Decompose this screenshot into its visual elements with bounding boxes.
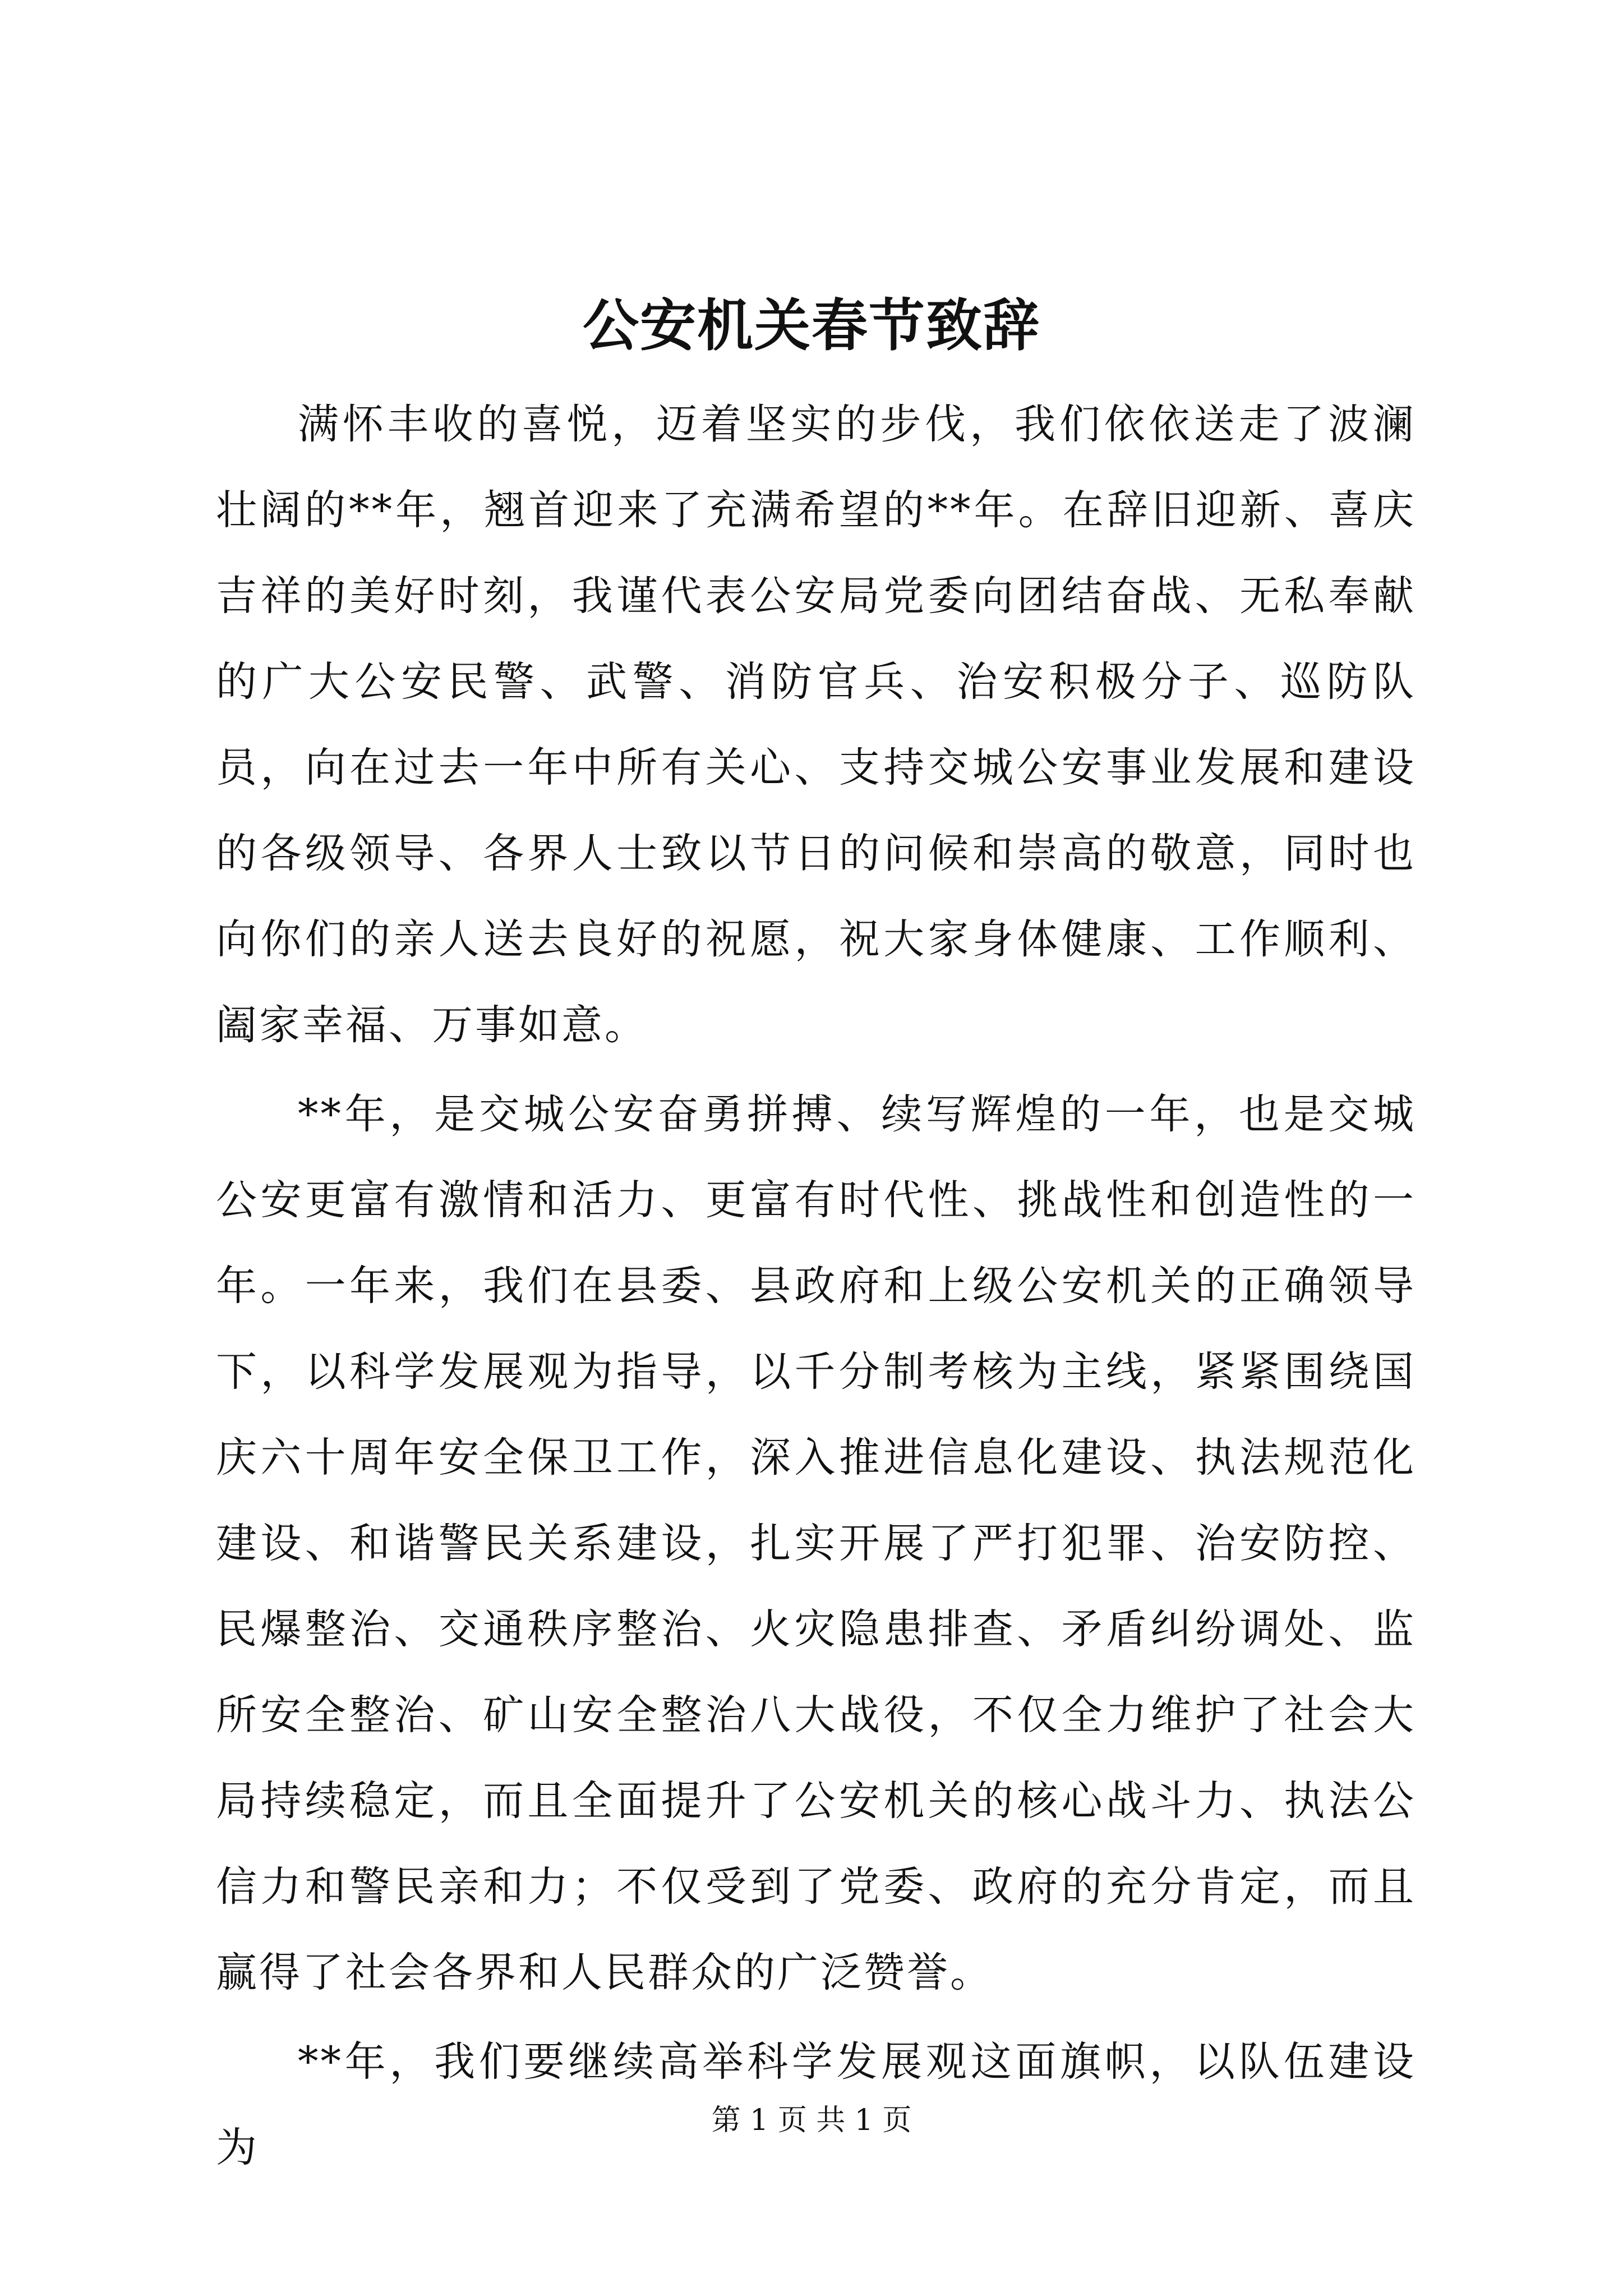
document-title: 公安机关春节致辞 (583, 292, 1040, 358)
paragraph-1: 满怀丰收的喜悦，迈着坚实的步伐，我们依依送走了波澜壮阔的**年，翘首迎来了充满希望的**年。在辞旧迎新、喜庆吉祥的美好时刻，我谨代表公安局党委向团结奋战、无私奉献的广大公安民警、武警、消防官兵、治安积极分子、巡防队员，向在过去一年中所有关心、支持交城公安事业发展和建设的各级领导、各界人士致以节日的问候和崇高的敬意，同时也向你们的亲人送去良好的祝愿，祝大家身体健康、工作顺利、阖家幸福、万事如意。 (216, 401, 1416, 1049)
page-footer (0, 2101, 1623, 2140)
document-body (216, 381, 1416, 2194)
page-indicator: 第 1 页 共 1 页 (711, 2104, 912, 2137)
paragraph-2: **年，是交城公安奋勇拼搏、续写辉煌的一年，也是交城公安更富有激情和活力、更富有时代性、挑战性和创造性的一年。一年来，我们在县委、县政府和上级公安机关的正确领导下，以科学发展观为指导，以千分制考核为主线，紧紧围绕国庆六十周年安全保卫工作，深入推进信息化建设、执法规范化建设、和谐警民关系建设，扎实开展了严打犯罪、治安防控、民爆整治、交通秩序整治、火灾隐患排查、矛盾纠纷调处、监所安全整治、矿山安全整治八大战役，不仅全力维护了社会大局持续稳定，而且全面提升了公安机关的核心战斗力、执法公信力和警民亲和力；不仅受到了党委、政府的充分肯定，而且赢得了社会各界和人民群众的广泛赞誉。 (216, 1091, 1416, 1996)
paragraph-3: **年，我们要继续高举科学发展观这面旗帜，以队伍建设为 (216, 2038, 1416, 2171)
